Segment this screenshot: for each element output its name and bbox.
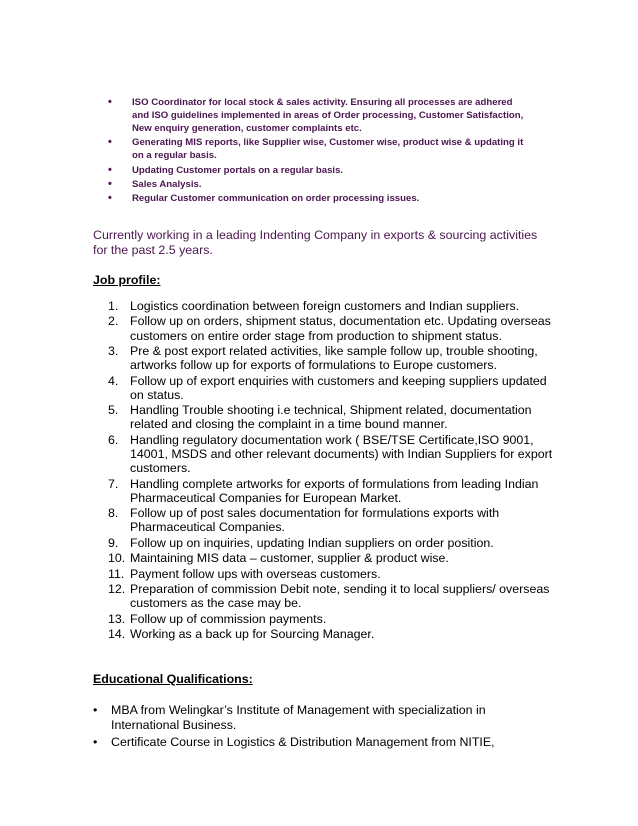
item-text: Handling regulatory documentation work ( BSE/TSE Certificate,ISO 9001, 14001, MSDS and other relevant documents) with Indian Suppliers for export customers. (130, 432, 553, 476)
item-number: 12. (108, 581, 126, 596)
bullet-glyph: • (93, 703, 98, 717)
item-text: Follow up on inquiries, updating Indian suppliers on order position. (130, 535, 494, 550)
item-number: 1. (108, 299, 119, 313)
list-item: • Sales Analysis. (108, 178, 528, 191)
item-number: 3. (108, 343, 119, 358)
list-item (108, 344, 553, 372)
current-role-paragraph: Currently working in a leading Indenting Company in exports & sourcing activities for the past 2.5 years. (93, 228, 538, 257)
list-item (93, 703, 553, 733)
list-item (108, 567, 553, 581)
item-number: 2. (108, 314, 119, 329)
item-number: 10. (108, 551, 126, 566)
list-item (108, 314, 553, 342)
list-item: • Regular Customer communication on order processing issues. (108, 192, 528, 205)
list-item (93, 735, 553, 750)
item-text: Follow up of commission payments. (130, 611, 327, 626)
list-item (108, 477, 553, 505)
list-item (108, 403, 553, 431)
item-text: Follow up of post sales documentation for formulations exports with Pharmaceutical Companies. (130, 506, 500, 535)
list-item: • Updating Customer portals on a regular basis. (108, 164, 528, 177)
item-text: Certificate Course in Logistics & Distribution Management from NITIE, (111, 735, 495, 749)
item-number: 11. (108, 566, 125, 581)
list-item (108, 551, 553, 565)
list-item (108, 374, 553, 402)
item-number: 6. (108, 432, 119, 447)
item-text: Pre & post export related activities, like sample follow up, trouble shooting, artworks follow up for exports of formulations to Europe customers. (130, 343, 538, 373)
list-item (108, 627, 553, 641)
item-text: Working as a back up for Sourcing Manager. (130, 626, 375, 641)
item-text: Payment follow ups with overseas customers. (130, 566, 381, 581)
list-item (108, 299, 553, 313)
item-text: Follow up of export enquiries with customers and keeping suppliers updated on status. (130, 373, 547, 402)
item-text: Handling complete artworks for exports of formulations from leading Indian Pharmaceutical Companies for European Market. (130, 476, 539, 505)
list-item: • ISO Coordinator for local stock & sales activity. Ensuring all processes are adhered and ISO guidelines implemented in areas of Order processing, Customer Satisfaction, New enquiry generation, customer complaints etc. (108, 96, 528, 135)
list-item: • Generating MIS reports, like Supplier wise, Customer wise, product wise & updating it on a regular basis. (108, 136, 528, 162)
list-item (108, 506, 553, 534)
list-item (108, 433, 553, 476)
list-item (108, 536, 553, 550)
item-text: Handling Trouble shooting i.e technical, Shipment related, documentation related and closing the complaint in a time bound manner. (130, 403, 532, 432)
item-number: 5. (108, 403, 119, 418)
list-item (108, 612, 553, 626)
job-profile-heading: Job profile: (93, 273, 161, 287)
item-number: 13. (108, 611, 126, 626)
item-text: Preparation of commission Debit note, sending it to local suppliers/ overseas customers as the case may be. (130, 581, 550, 611)
list-item (108, 582, 553, 610)
education-heading: Educational Qualifications: (93, 672, 253, 686)
item-text: Logistics coordination between foreign customers and Indian suppliers. (130, 299, 520, 313)
item-number: 8. (108, 506, 119, 521)
item-text: Maintaining MIS data – customer, supplier & product wise. (130, 551, 449, 566)
responsibility-bullet-list (108, 96, 528, 206)
item-text: Follow up on orders, shipment status, documentation etc. Updating overseas customers on entire order stage from production to shipment status. (130, 314, 551, 343)
item-number: 14. (108, 626, 126, 641)
job-profile-list (108, 299, 553, 642)
item-number: 7. (108, 476, 119, 491)
item-number: 9. (108, 535, 119, 550)
item-text: MBA from Welingkar’s Institute of Management with specialization in International Business. (111, 703, 486, 732)
bullet-glyph: • (93, 735, 98, 749)
item-number: 4. (108, 373, 119, 388)
education-list (93, 703, 553, 752)
